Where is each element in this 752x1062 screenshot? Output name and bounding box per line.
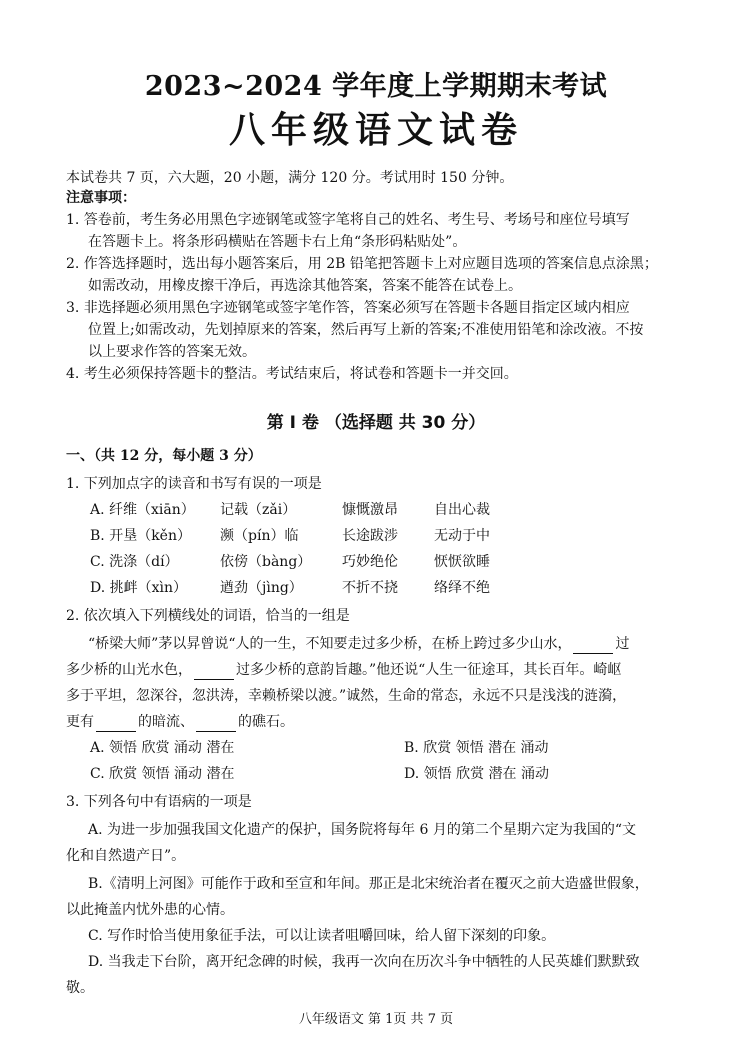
- note-line: 位置上;如需改动，先划掉原来的答案，然后再写上新的答案;不准使用铅笔和涂改液。不按: [88, 322, 644, 338]
- q1-option-c-3: 巧妙绝伦: [342, 554, 398, 570]
- note-line: 3. 非选择题必须用黑色字迹钢笔或签字笔作答，答案必须写在答题卡各题目指定区域内相应: [66, 300, 630, 316]
- answer-blank: [196, 717, 236, 732]
- q1-option-a-4: 自出心裁: [434, 502, 490, 518]
- q1-option-c-1: C. 洗涤（dí）: [90, 554, 179, 570]
- question-2-stem: 2. 依次填入下列横线处的词语，恰当的一组是: [66, 608, 350, 624]
- q2-passage-line: [66, 712, 294, 732]
- q1-option-b-4: 无动于中: [434, 528, 490, 544]
- q3-option-line: A. 为进一步加强我国文化遗产的保护，国务院将每年 6 月的第二个星期六定为我国的“文: [88, 822, 636, 838]
- q2-passage-text: 的礁石。: [238, 714, 294, 730]
- q1-option-d-4: 络绎不绝: [434, 580, 490, 596]
- page-footer: 八年级语文 第 1页 共 7 页: [298, 1012, 454, 1027]
- q2-passage-text: 过多少桥的意韵旨趣。”他还说“人生一征途耳，其长百年。崎岖: [236, 662, 622, 678]
- intro-summary: 本试卷共 7 页，六大题，20 小题，满分 120 分。考试用时 150 分钟。: [66, 170, 514, 186]
- note-line: 1. 答卷前，考生务必用黑色字迹钢笔或签字笔将自己的姓名、考生号、考场号和座位号填写: [66, 212, 630, 228]
- note-line: 4. 考生必须保持答题卡的整洁。考试结束后，将试卷和答题卡一并交回。: [66, 366, 518, 382]
- q1-option-b-3: 长途跋涉: [342, 528, 398, 544]
- note-line: 如需改动，用橡皮擦干净后，再选涂其他答案，答案不能答在试卷上。: [88, 278, 522, 294]
- q2-passage-text: 多少桥的山光水色，: [66, 662, 192, 678]
- q2-passage-line: 多于平坦，忽深谷，忽洪涛，幸赖桥梁以渡。”诚然，生命的常态，永远不只是浅浅的涟漪，: [66, 688, 627, 704]
- q3-option-line: B.《清明上河图》可能作于政和至宣和年间。那正是北宋统治者在覆灭之前大造盛世假象，: [88, 876, 649, 892]
- answer-blank: [573, 639, 613, 654]
- q3-option-line: D. 当我走下台阶，离开纪念碑的时候，我再一次向在历次斗争中牺牲的人民英雄们默默致: [88, 954, 640, 970]
- q1-option-d-3: 不折不挠: [342, 580, 398, 596]
- q2-passage-line: [88, 634, 629, 654]
- note-line: 以上要求作答的答案无效。: [88, 344, 256, 360]
- q2-passage-line: [66, 660, 621, 680]
- q2-option-d: D. 领悟 欣赏 潜在 涌动: [404, 766, 549, 782]
- note-line: 2. 作答选择题时，选出每小题答案后，用 2B 铅笔把答题卡上对应题目选项的答案信息点涂黑；: [66, 256, 658, 272]
- q2-passage-text: 更有: [66, 714, 94, 730]
- q2-passage-text: 的暗流、: [138, 714, 194, 730]
- q2-option-c: C. 欣赏 领悟 涌动 潜在: [90, 766, 235, 782]
- note-line: 在答题卡上。将条形码横贴在答题卡右上角“条形码粘贴处”。: [88, 234, 467, 250]
- q3-option-line: 化和自然遗产日”。: [66, 848, 186, 864]
- part-heading: 一、（共 12 分，每小题 3 分）: [66, 448, 262, 464]
- answer-blank: [194, 665, 234, 680]
- q1-option-a-1: A. 纤维（xiān）: [90, 502, 195, 518]
- q1-option-d-1: D. 挑衅（xìn）: [90, 580, 188, 596]
- q1-option-b-1: B. 开垦（kěn）: [90, 528, 191, 544]
- q1-option-a-3: 慷慨激昂: [342, 502, 398, 518]
- q3-option-line: 以此掩盖内忧外患的心情。: [66, 902, 234, 918]
- q2-passage-text: “桥梁大师”茅以昇曾说“人的一生，不知要走过多少桥，在桥上跨过多少山水，: [88, 636, 572, 652]
- q2-option-b: B. 欣赏 领悟 潜在 涌动: [404, 740, 549, 756]
- q2-option-a: A. 领悟 欣赏 涌动 潜在: [90, 740, 235, 756]
- exam-subtitle: 八年级语文试卷: [228, 110, 523, 151]
- question-3-stem: 3. 下列各句中有语病的一项是: [66, 794, 252, 810]
- answer-blank: [96, 717, 136, 732]
- q1-option-c-4: 恹恹欲睡: [434, 554, 490, 570]
- q3-option-line: 敬。: [66, 980, 94, 996]
- q1-option-a-2: 记载（zǎi）: [220, 502, 297, 518]
- q1-option-b-2: 濒（pín）临: [220, 528, 299, 544]
- notes-heading: 注意事项：: [66, 190, 136, 206]
- q2-passage-text: 过: [615, 636, 630, 652]
- question-1-stem: 1. 下列加点字的读音和书写有误的一项是: [66, 476, 322, 492]
- section-title: 第 I 卷 （选择题 共 30 分）: [266, 413, 486, 433]
- q1-option-c-2: 依傍（bàng）: [220, 554, 312, 570]
- exam-title: 2023~2024 学年度上学期期末考试: [144, 71, 608, 102]
- q3-option-line: C. 写作时恰当使用象征手法，可以让读者咀嚼回味，给人留下深刻的印象。: [88, 928, 556, 944]
- q1-option-d-2: 遒劲（jìng）: [220, 580, 303, 596]
